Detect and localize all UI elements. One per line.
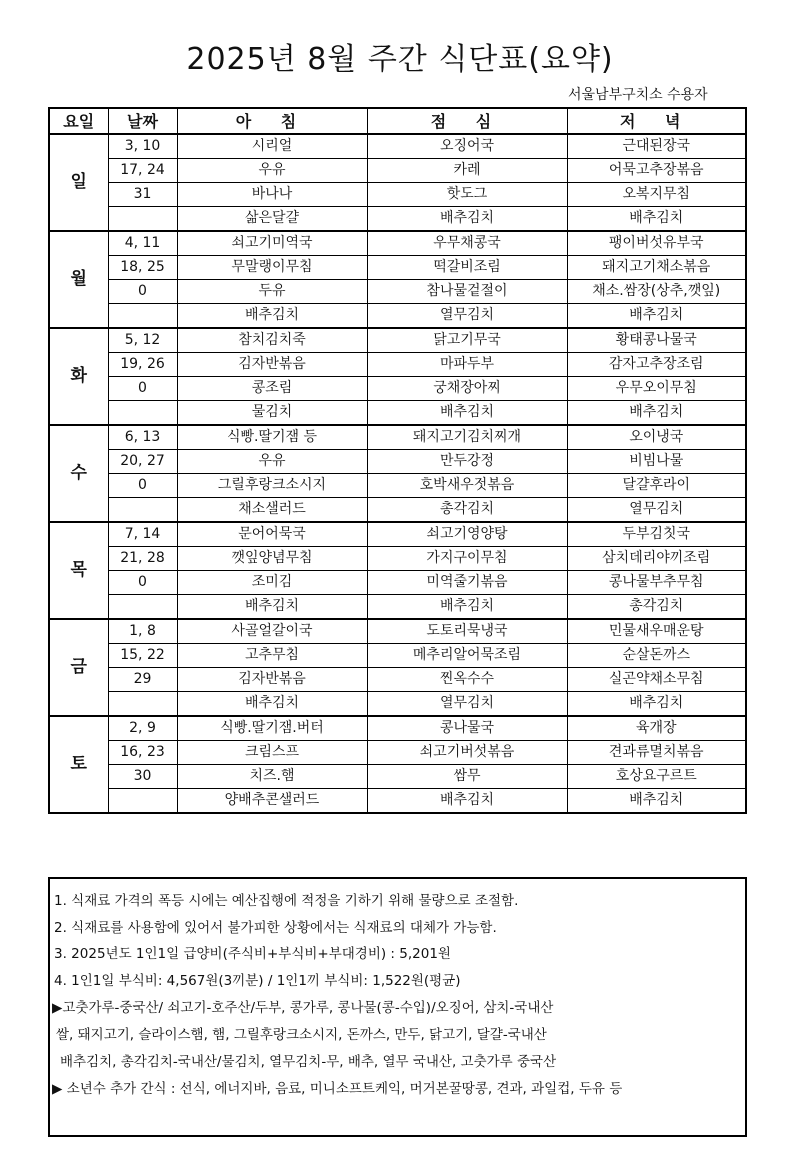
breakfast-cell: 바나나: [177, 183, 367, 207]
dinner-cell: 순살돈까스: [567, 644, 746, 668]
table-row: [49, 401, 746, 426]
note-line: ▶고춧가루-중국산/ 쇠고기-호주산/두부, 콩가루, 콩나물(콩-수입)/오징어, 삼치-국내산: [52, 1000, 554, 1016]
table-row: [49, 231, 746, 256]
breakfast-cell: 두유: [177, 280, 367, 304]
dinner-cell: 견과류멸치볶음: [567, 741, 746, 765]
dinner-cell: 배추김치: [567, 207, 746, 232]
note-line: 4. 1인1일 부식비: 4,567원(3끼분) / 1인1끼 부식비: 1,522원(평균): [54, 973, 461, 989]
table-row: [49, 377, 746, 401]
breakfast-cell: 삶은달걀: [177, 207, 367, 232]
lunch-cell: 닭고기무국: [367, 328, 567, 353]
breakfast-cell: 시리얼: [177, 134, 367, 159]
lunch-cell: 메추리알어묵조림: [367, 644, 567, 668]
dinner-cell: 황태콩나물국: [567, 328, 746, 353]
date-cell: 30: [108, 765, 177, 789]
lunch-cell: 미역줄기볶음: [367, 571, 567, 595]
date-cell: [108, 401, 177, 426]
note-line: 2. 식재료를 사용함에 있어서 불가피한 상황에서는 식재료의 대체가 가능함.: [54, 920, 497, 936]
header-breakfast: 아 침: [177, 108, 367, 134]
table-row: [49, 280, 746, 304]
lunch-cell: 궁채장아찌: [367, 377, 567, 401]
date-cell: 0: [108, 474, 177, 498]
date-cell: [108, 595, 177, 620]
header-day: 요일: [49, 108, 108, 134]
table-row: [49, 619, 746, 644]
table-row: [49, 207, 746, 232]
breakfast-cell: 물김치: [177, 401, 367, 426]
lunch-cell: 참나물겉절이: [367, 280, 567, 304]
menu-body: [49, 134, 746, 813]
dinner-cell: 팽이버섯유부국: [567, 231, 746, 256]
dinner-cell: 감자고추장조림: [567, 353, 746, 377]
table-row: [49, 134, 746, 159]
note-line: 1. 식재료 가격의 폭등 시에는 예산집행에 적정을 기하기 위해 물량으로 조절함.: [54, 893, 519, 909]
breakfast-cell: 치즈.햄: [177, 765, 367, 789]
dinner-cell: 열무김치: [567, 498, 746, 523]
dinner-cell: 어묵고추장볶음: [567, 159, 746, 183]
breakfast-cell: 깻잎양념무침: [177, 547, 367, 571]
table-row: [49, 668, 746, 692]
date-cell: [108, 692, 177, 717]
notes-box: [48, 877, 747, 1137]
date-cell: 21, 28: [108, 547, 177, 571]
lunch-cell: 쇠고기영양탕: [367, 522, 567, 547]
breakfast-cell: 무말랭이무침: [177, 256, 367, 280]
dinner-cell: 배추김치: [567, 789, 746, 814]
lunch-cell: 만두강정: [367, 450, 567, 474]
lunch-cell: 도토리묵냉국: [367, 619, 567, 644]
lunch-cell: 핫도그: [367, 183, 567, 207]
table-row: [49, 183, 746, 207]
table-row: [49, 498, 746, 523]
table-row: [49, 595, 746, 620]
date-cell: 0: [108, 571, 177, 595]
date-cell: 5, 12: [108, 328, 177, 353]
dinner-cell: 실곤약채소무침: [567, 668, 746, 692]
breakfast-cell: 콩조림: [177, 377, 367, 401]
header-lunch: 점 심: [367, 108, 567, 134]
date-cell: 19, 26: [108, 353, 177, 377]
dinner-cell: 두부김칫국: [567, 522, 746, 547]
lunch-cell: 우무채콩국: [367, 231, 567, 256]
day-cell: 일: [49, 134, 108, 231]
date-cell: 0: [108, 377, 177, 401]
table-row: [49, 353, 746, 377]
dinner-cell: 삼치데리야끼조림: [567, 547, 746, 571]
table-row: [49, 789, 746, 814]
lunch-cell: 찐옥수수: [367, 668, 567, 692]
date-cell: [108, 498, 177, 523]
note-line: ▶ 소년수 추가 간식 : 선식, 에너지바, 음료, 미니소프트케익, 머거본꿀땅콩, 견과, 과일컵, 두유 등: [52, 1081, 623, 1097]
dinner-cell: 비빔나물: [567, 450, 746, 474]
table-header-row: [49, 108, 746, 134]
note-line: 쌀, 돼지고기, 슬라이스햄, 햄, 그릴후랑크소시지, 돈까스, 만두, 닭고기, 달걀-국내산: [56, 1027, 547, 1043]
breakfast-cell: 우유: [177, 450, 367, 474]
dinner-cell: 우무오이무침: [567, 377, 746, 401]
table-row: [49, 692, 746, 717]
dinner-cell: 배추김치: [567, 401, 746, 426]
day-cell: 금: [49, 619, 108, 716]
breakfast-cell: 배추김치: [177, 692, 367, 717]
table-row: [49, 716, 746, 741]
header-date: 날짜: [108, 108, 177, 134]
date-cell: [108, 304, 177, 329]
day-cell: 목: [49, 522, 108, 619]
date-cell: 7, 14: [108, 522, 177, 547]
lunch-cell: 열무김치: [367, 692, 567, 717]
date-cell: [108, 789, 177, 814]
breakfast-cell: 그릴후랑크소시지: [177, 474, 367, 498]
breakfast-cell: 쇠고기미역국: [177, 231, 367, 256]
breakfast-cell: 크림스프: [177, 741, 367, 765]
lunch-cell: 쌈무: [367, 765, 567, 789]
date-cell: 20, 27: [108, 450, 177, 474]
day-cell: 화: [49, 328, 108, 425]
dinner-cell: 육개장: [567, 716, 746, 741]
lunch-cell: 호박새우젓볶음: [367, 474, 567, 498]
header-dinner: 저 녁: [567, 108, 746, 134]
table-row: [49, 474, 746, 498]
note-line: 배추김치, 총각김치-국내산/물김치, 열무김치-무, 배추, 열무 국내산, 고춧가루 중국산: [60, 1054, 557, 1070]
lunch-cell: 마파두부: [367, 353, 567, 377]
dinner-cell: 채소.쌈장(상추,깻잎): [567, 280, 746, 304]
table-row: [49, 304, 746, 329]
date-cell: [108, 207, 177, 232]
breakfast-cell: 채소샐러드: [177, 498, 367, 523]
lunch-cell: 배추김치: [367, 207, 567, 232]
date-cell: 18, 25: [108, 256, 177, 280]
table-row: [49, 741, 746, 765]
lunch-cell: 떡갈비조림: [367, 256, 567, 280]
table-row: [49, 450, 746, 474]
breakfast-cell: 식빵.딸기잼.버터: [177, 716, 367, 741]
date-cell: 29: [108, 668, 177, 692]
day-cell: 토: [49, 716, 108, 813]
lunch-cell: 배추김치: [367, 595, 567, 620]
date-cell: 6, 13: [108, 425, 177, 450]
date-cell: 3, 10: [108, 134, 177, 159]
lunch-cell: 열무김치: [367, 304, 567, 329]
date-cell: 31: [108, 183, 177, 207]
table-row: [49, 159, 746, 183]
breakfast-cell: 사골얼갈이국: [177, 619, 367, 644]
breakfast-cell: 김자반볶음: [177, 353, 367, 377]
date-cell: 0: [108, 280, 177, 304]
page-title: 2025년 8월 주간 식단표(요약): [186, 42, 614, 77]
dinner-cell: 오복지무침: [567, 183, 746, 207]
breakfast-cell: 김자반볶음: [177, 668, 367, 692]
table-row: [49, 256, 746, 280]
table-row: [49, 547, 746, 571]
dinner-cell: 달걀후라이: [567, 474, 746, 498]
breakfast-cell: 양배추콘샐러드: [177, 789, 367, 814]
dinner-cell: 호상요구르트: [567, 765, 746, 789]
breakfast-cell: 고추무침: [177, 644, 367, 668]
lunch-cell: 배추김치: [367, 401, 567, 426]
breakfast-cell: 우유: [177, 159, 367, 183]
date-cell: 17, 24: [108, 159, 177, 183]
breakfast-cell: 식빵.딸기잼 등: [177, 425, 367, 450]
table-row: [49, 571, 746, 595]
breakfast-cell: 문어어묵국: [177, 522, 367, 547]
dinner-cell: 배추김치: [567, 304, 746, 329]
dinner-cell: 오이냉국: [567, 425, 746, 450]
date-cell: 16, 23: [108, 741, 177, 765]
dinner-cell: 콩나물부추무침: [567, 571, 746, 595]
day-cell: 월: [49, 231, 108, 328]
breakfast-cell: 배추김치: [177, 595, 367, 620]
date-cell: 4, 11: [108, 231, 177, 256]
lunch-cell: 돼지고기김치찌개: [367, 425, 567, 450]
dinner-cell: 근대된장국: [567, 134, 746, 159]
institution-label: 서울남부구치소 수용자: [568, 87, 708, 103]
lunch-cell: 카레: [367, 159, 567, 183]
dinner-cell: 돼지고기채소볶음: [567, 256, 746, 280]
dinner-cell: 배추김치: [567, 692, 746, 717]
lunch-cell: 콩나물국: [367, 716, 567, 741]
weekly-menu-table: [48, 107, 747, 814]
dinner-cell: 민물새우매운탕: [567, 619, 746, 644]
breakfast-cell: 조미김: [177, 571, 367, 595]
breakfast-cell: 배추김치: [177, 304, 367, 329]
table-row: [49, 328, 746, 353]
date-cell: 2, 9: [108, 716, 177, 741]
dinner-cell: 총각김치: [567, 595, 746, 620]
date-cell: 15, 22: [108, 644, 177, 668]
table-row: [49, 425, 746, 450]
day-cell: 수: [49, 425, 108, 522]
note-line: 3. 2025년도 1인1일 급양비(주식비+부식비+부대경비) : 5,201원: [54, 946, 451, 962]
lunch-cell: 배추김치: [367, 789, 567, 814]
breakfast-cell: 참치김치죽: [177, 328, 367, 353]
lunch-cell: 총각김치: [367, 498, 567, 523]
table-row: [49, 644, 746, 668]
lunch-cell: 가지구이무침: [367, 547, 567, 571]
lunch-cell: 오징어국: [367, 134, 567, 159]
table-row: [49, 522, 746, 547]
table-row: [49, 765, 746, 789]
date-cell: 1, 8: [108, 619, 177, 644]
lunch-cell: 쇠고기버섯볶음: [367, 741, 567, 765]
